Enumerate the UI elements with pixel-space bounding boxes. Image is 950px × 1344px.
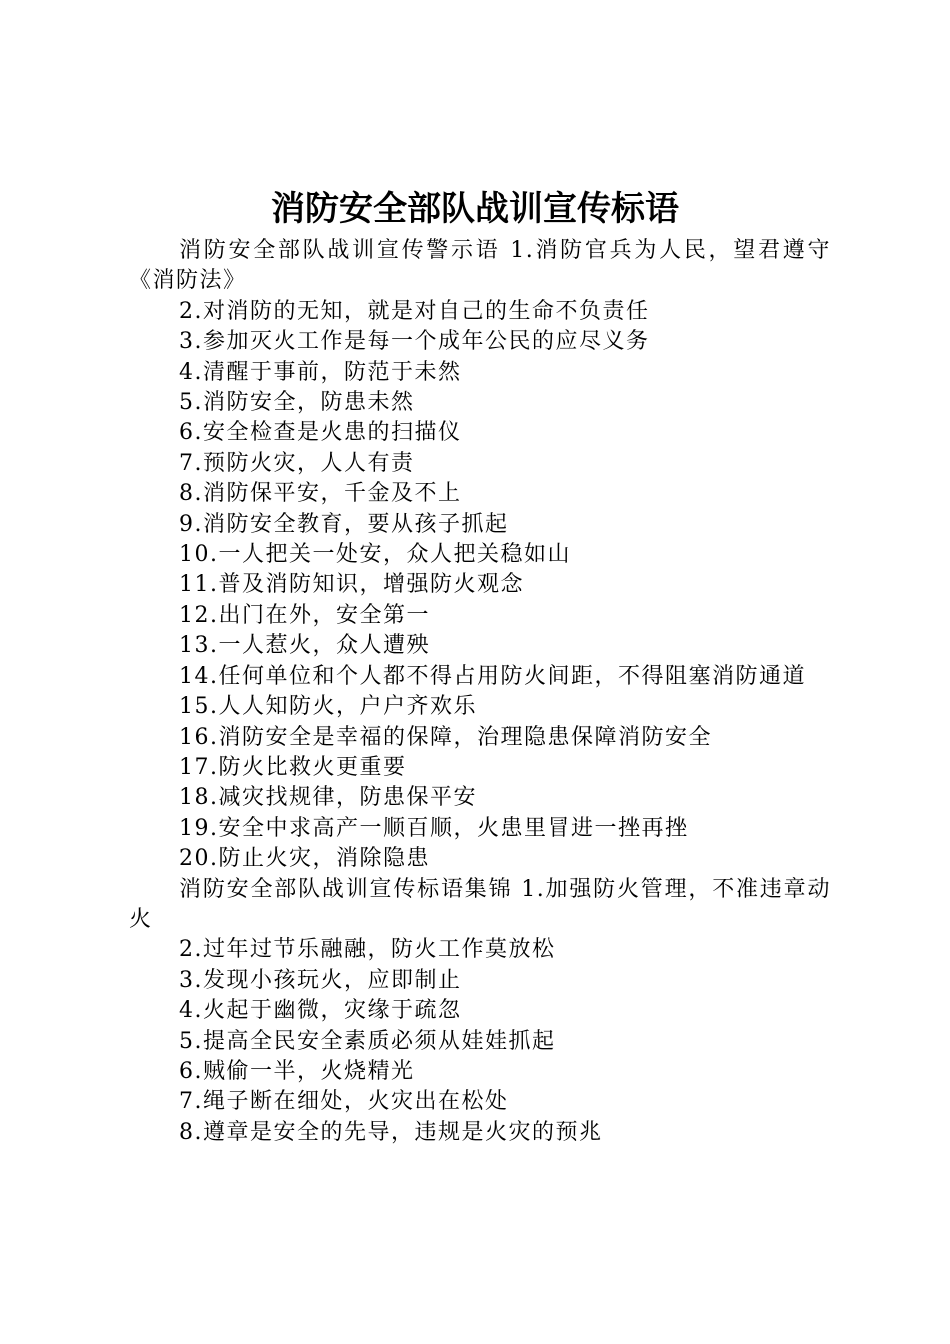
document-body [129, 236, 831, 1148]
list-item: 8.消防保平安，千金及不上 [179, 481, 462, 507]
list-item: 16.消防安全是幸福的保障，治理隐患保障消防安全 [179, 724, 712, 750]
list-item: 12.出门在外，安全第一 [179, 602, 430, 628]
list-item: 9.消防安全教育，要从孩子抓起 [179, 511, 509, 537]
list-item: 3.参加灭火工作是每一个成年公民的应尽义务 [179, 329, 650, 355]
list-item: 10.一人把关一处安，众人把关稳如山 [179, 542, 571, 568]
document-title: 消防安全部队战训宣传标语 [271, 189, 679, 229]
list-item: 4.清醒于事前，防范于未然 [179, 359, 462, 385]
list-item: 7.预防火灾，人人有责 [179, 450, 415, 476]
list-item: 11.普及消防知识，增强防火观念 [179, 572, 524, 598]
list-item: 6.贼偷一半，火烧精光 [179, 1058, 415, 1084]
list-item: 2.过年过节乐融融，防火工作莫放松 [179, 937, 556, 963]
section1-intro: 消防安全部队战训宣传警示语 1.消防官兵为人民，望君遵守《消防法》 [129, 238, 831, 294]
list-item: 7.绳子断在细处，火灾出在松处 [179, 1089, 509, 1115]
list-item: 15.人人知防火，户户齐欢乐 [179, 694, 477, 720]
list-item: 17.防火比救火更重要 [179, 754, 407, 780]
list-item: 6.安全检查是火患的扫描仪 [179, 420, 462, 446]
list-item: 5.消防安全，防患未然 [179, 390, 415, 416]
list-item: 19.安全中求高产一顺百顺，火患里冒进一挫再挫 [179, 815, 689, 841]
list-item: 13.一人惹火，众人遭殃 [179, 633, 430, 659]
list-item: 18.减灾找规律，防患保平安 [179, 785, 477, 811]
list-item: 20.防止火灾，消除隐患 [179, 846, 430, 872]
section2-intro: 消防安全部队战训宣传标语集锦 1.加强防火管理，不准违章动火 [129, 876, 831, 932]
list-item: 5.提高全民安全素质必须从娃娃抓起 [179, 1028, 556, 1054]
list-item: 8.遵章是安全的先导，违规是火灾的预兆 [179, 1119, 603, 1145]
list-item: 14.任何单位和个人都不得占用防火间距，不得阻塞消防通道 [179, 663, 806, 689]
list-item: 3.发现小孩玩火，应即制止 [179, 967, 462, 993]
list-item: 4.火起于幽微，灾缘于疏忽 [179, 998, 462, 1024]
list-item: 2.对消防的无知，就是对自己的生命不负责任 [179, 298, 650, 324]
